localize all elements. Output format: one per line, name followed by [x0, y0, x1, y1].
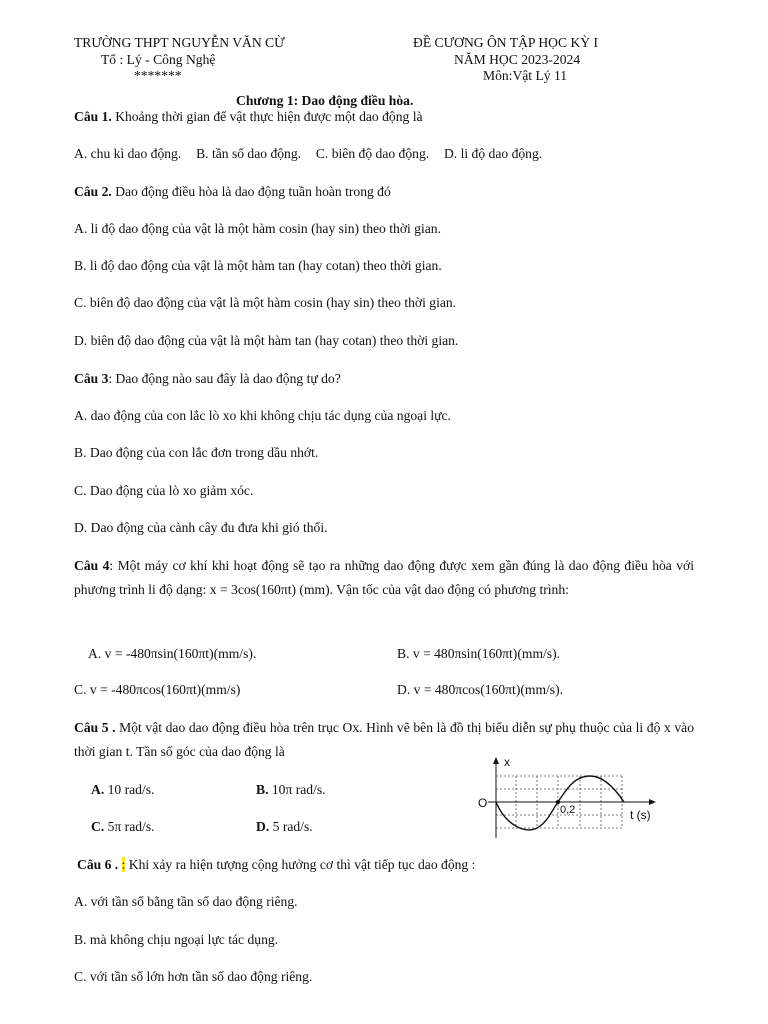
question-4-label: Câu 4: [74, 558, 110, 573]
question-1-text: Khoảng thời gian để vật thực hiện được một dao động là: [115, 109, 423, 124]
q2-option-c: C. biên độ dao động của vật là một hàm cosin (hay sin) theo thời gian.: [74, 295, 457, 310]
q2-option-d: D. biên độ dao động của vật là một hàm tan (hay cotan) theo thời gian.: [74, 333, 459, 348]
question-3-label: Câu 3: [74, 371, 109, 386]
exam-title: ĐỀ CƯƠNG ÔN TẬP HỌC KỲ I: [413, 35, 599, 50]
q4-option-d: D. v = 480πcos(160πt)(mm/s).: [397, 682, 564, 697]
q2-option-b: B. li độ dao động của vật là một hàm tan (hay cotan) theo thời gian.: [74, 258, 442, 273]
q1-option-d: D. li độ dao động.: [443, 146, 543, 161]
t-axis-arrow: [649, 799, 656, 805]
school-name: TRƯỜNG THPT NGUYỄN VĂN CỪ: [74, 35, 285, 50]
q5-option-c: C. 5π rad/s.: [91, 819, 155, 834]
y-axis-label: x: [504, 755, 510, 769]
origin-label: O: [478, 796, 488, 810]
q4-option-b: B. v = 480πsin(160πt)(mm/s).: [397, 646, 561, 661]
q5-option-d: D. 5 rad/s.: [256, 819, 313, 834]
question-6: [77, 857, 475, 873]
question-1: [74, 109, 423, 125]
department-name: Tổ : Lý - Công Nghệ: [101, 52, 216, 67]
question-6-highlight-marker: :: [121, 857, 126, 872]
q2-option-a: A. li độ dao động của vật là một hàm cosin (hay sin) theo thời gian.: [74, 221, 441, 236]
question-3: [74, 371, 341, 387]
question-2-label: Câu 2.: [74, 184, 112, 199]
q1-option-a: A. chu kì dao động.: [74, 146, 182, 161]
q6-option-a: A. với tần số bằng tần số dao động riêng.: [74, 894, 298, 909]
decorative-stars: *******: [134, 68, 182, 83]
school-year: NĂM HỌC 2023-2024: [454, 52, 581, 67]
q4-option-c: C. v = -480πcos(160πt)(mm/s): [74, 682, 241, 697]
t-axis-label: t (s): [630, 808, 651, 822]
x-axis-arrow: [493, 757, 499, 764]
q4-option-a: A. v = -480πsin(160πt)(mm/s).: [88, 646, 257, 661]
question-1-options: [74, 146, 542, 162]
question-5-label: Câu 5 .: [74, 720, 116, 735]
q5-option-a: A. 10 rad/s.: [91, 782, 155, 797]
q1-option-b: B. tần số dao động.: [196, 146, 302, 161]
subject-label: Môn:Vật Lý 11: [483, 68, 568, 83]
chapter-title: Chương 1: Dao động điều hòa.: [236, 93, 414, 108]
question-5-text: Một vật dao dao động điều hòa trên trục Ox. Hình vẽ bên là đồ thị biểu diễn sự phụ thuộc của li độ x vào thời gian t. Tần số góc của dao động là: [74, 720, 694, 759]
q3-option-b: B. Dao động của con lắc đơn trong dầu nhớt.: [74, 445, 319, 460]
question-1-label: Câu 1.: [74, 109, 112, 124]
question-2: [74, 184, 391, 200]
question-4-text: : Một máy cơ khí khi hoạt động sẽ tạo ra những dao động được xem gần đúng là dao động điều hòa với phương trình li độ dạng: x = 3cos(160πt) (mm). Vận tốc của vật dao động có phương trình:: [74, 558, 695, 597]
q5-option-b: B. 10π rad/s.: [256, 782, 326, 797]
q1-option-c: C. biên độ dao động.: [315, 146, 430, 161]
question-3-text: : Dao động nào sau đây là dao động tự do?: [108, 371, 341, 386]
q6-option-b: B. mà không chịu ngoại lực tác dụng.: [74, 932, 279, 947]
q3-option-d: D. Dao động của cành cây đu đưa khi gió thổi.: [74, 520, 328, 535]
question-6-text: Khi xảy ra hiện tượng cộng hưởng cơ thì vật tiếp tục dao động :: [128, 857, 476, 872]
question-6-label: Câu 6 .: [77, 857, 119, 872]
sine-curve: [496, 776, 624, 830]
q3-option-c: C. Dao động của lò xo giảm xóc.: [74, 483, 254, 498]
displacement-time-graph: [474, 752, 664, 842]
q3-option-a: A. dao động của con lắc lò xo khi không chịu tác dụng của ngoại lực.: [74, 408, 451, 423]
question-2-text: Dao động điều hòa là dao động tuần hoàn trong đó: [115, 184, 391, 199]
q6-option-c: C. với tần số lớn hơn tần số dao động riêng.: [74, 969, 313, 984]
tick-label: 0,2: [560, 804, 576, 816]
question-4: [74, 554, 694, 602]
